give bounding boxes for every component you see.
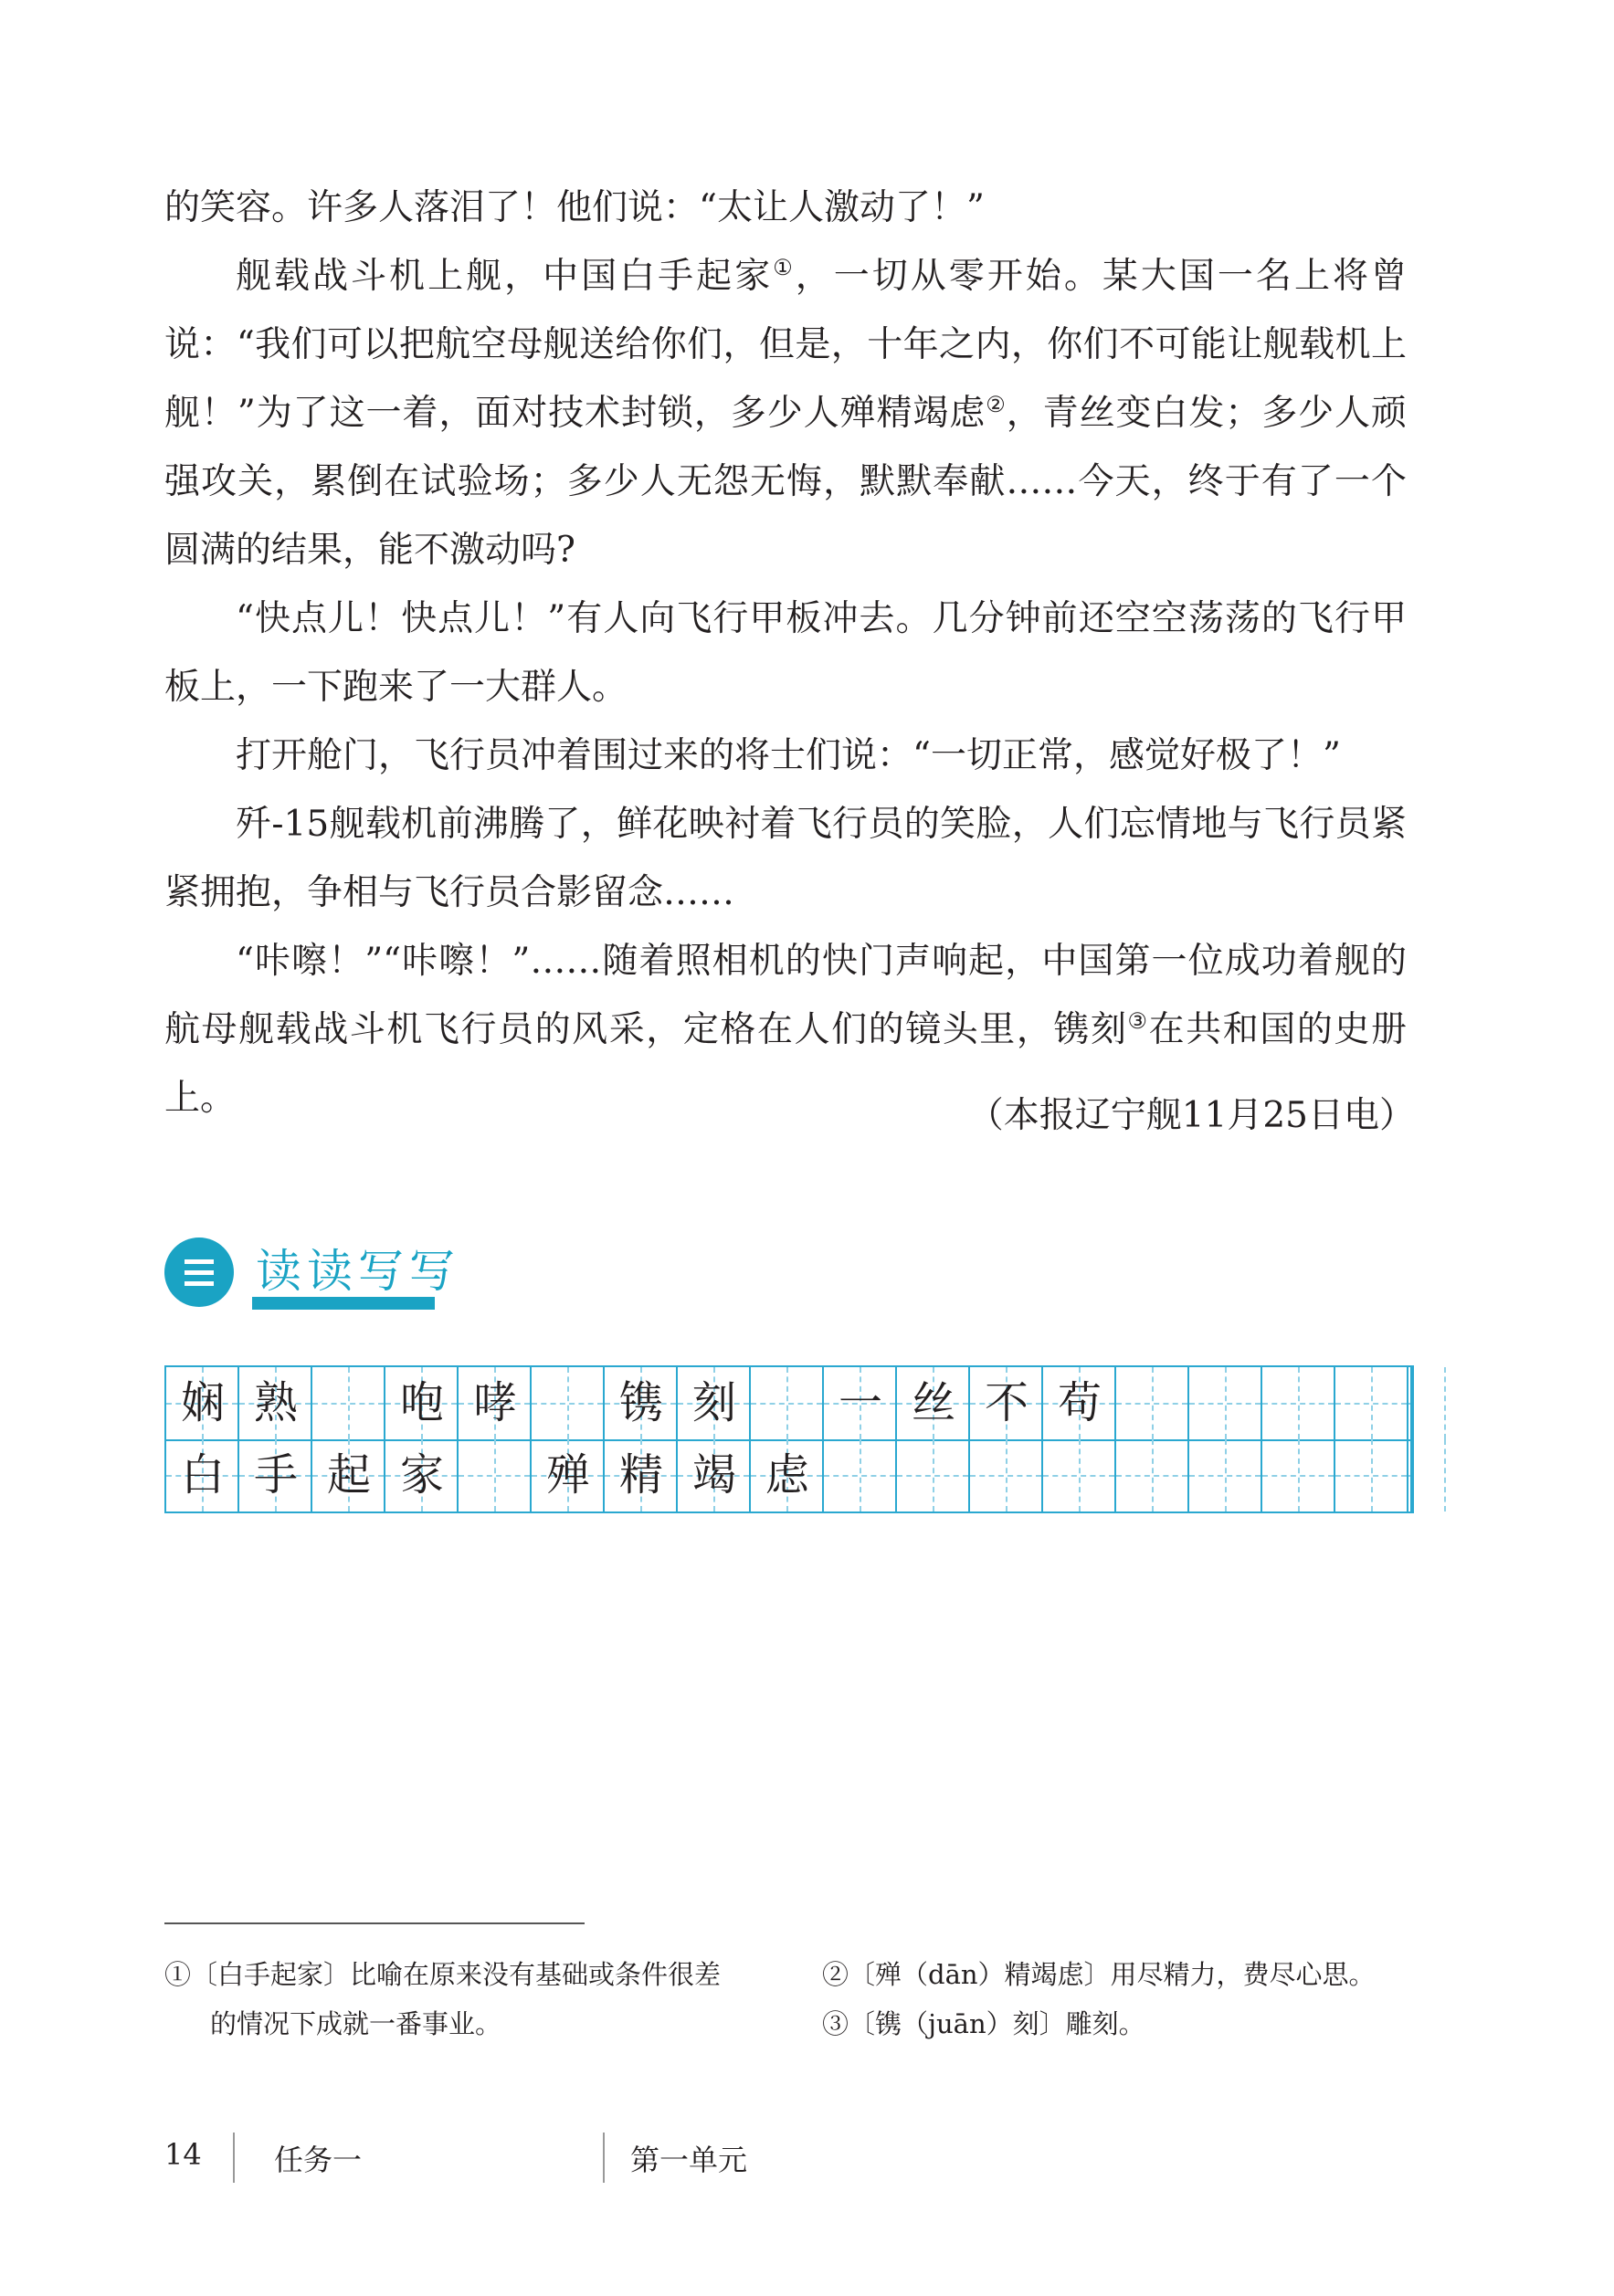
grid-row bbox=[166, 1367, 1412, 1441]
footnote-mark: ② bbox=[986, 392, 1007, 417]
text: “咔嚓！”“咔嚓！”……随着照相机的快门声响起，中国第一位成功着舰的航母舰载战斗机飞行员的风采，定格在人们的镜头里，镌刻 bbox=[164, 941, 1407, 1050]
three-lines-icon bbox=[164, 1238, 234, 1307]
grid-character bbox=[1116, 1439, 1189, 1511]
grid-character bbox=[1262, 1367, 1335, 1439]
grid-cell bbox=[166, 1439, 239, 1511]
grid-character bbox=[751, 1367, 824, 1439]
writing-grid bbox=[164, 1365, 1414, 1513]
grid-cell bbox=[678, 1367, 751, 1439]
text: 在共和国的史册上。 bbox=[164, 1009, 1407, 1119]
grid-character: 哮 bbox=[472, 1377, 517, 1428]
footnote-column bbox=[822, 1950, 1461, 2048]
text: ，青丝变白发；多少人顽强攻关，累倒在试验场；多少人无怨无悔，默默奉献……今天，终于有了一个圆满的结果，能不激动吗? bbox=[164, 393, 1407, 571]
page-number: 14 bbox=[164, 2137, 202, 2172]
grid-cell bbox=[605, 1367, 678, 1439]
grid-character: 竭 bbox=[691, 1449, 736, 1501]
grid-cell bbox=[385, 1367, 459, 1439]
paragraph: 打开舱门，飞行员冲着围过来的将士们说：“一切正常，感觉好极了！” bbox=[236, 735, 1341, 776]
grid-character: 熟 bbox=[253, 1377, 298, 1428]
grid-cell bbox=[312, 1439, 385, 1511]
text: 舰载战斗机上舰，中国白手起家 bbox=[236, 256, 774, 297]
grid-cell bbox=[459, 1439, 532, 1511]
grid-cell bbox=[1189, 1367, 1262, 1439]
grid-character: 精 bbox=[618, 1449, 663, 1501]
grid-character: 白 bbox=[180, 1449, 225, 1501]
grid-cell bbox=[166, 1367, 239, 1439]
grid-character bbox=[970, 1439, 1043, 1511]
grid-character bbox=[897, 1439, 970, 1511]
grid-cell bbox=[1043, 1439, 1116, 1511]
grid-cell bbox=[751, 1367, 824, 1439]
grid-character: 丝 bbox=[911, 1377, 955, 1428]
grid-cell bbox=[824, 1439, 897, 1511]
grid-row bbox=[166, 1439, 1412, 1511]
grid-cell bbox=[459, 1367, 532, 1439]
footnote-mark: ③ bbox=[1127, 1008, 1149, 1034]
dateline: （本报辽宁舰11月25日电） bbox=[967, 1095, 1415, 1136]
grid-character bbox=[459, 1439, 532, 1511]
grid-cell bbox=[532, 1367, 605, 1439]
grid-cell bbox=[1262, 1439, 1335, 1511]
grid-cell bbox=[970, 1439, 1043, 1511]
grid-cell bbox=[897, 1367, 970, 1439]
grid-cell bbox=[385, 1439, 459, 1511]
paragraph: 歼-15舰载机前沸腾了，鲜花映衬着飞行员的笑脸，人们忘情地与飞行员紧紧拥抱，争相与飞行员合影留念…… bbox=[164, 804, 1407, 913]
article-body bbox=[164, 174, 1407, 1132]
grid-character: 一 bbox=[838, 1377, 882, 1428]
grid-character: 手 bbox=[253, 1449, 298, 1501]
divider bbox=[233, 2133, 235, 2183]
grid-character: 苟 bbox=[1057, 1377, 1102, 1428]
grid-character bbox=[312, 1367, 385, 1439]
grid-cell bbox=[1116, 1439, 1189, 1511]
grid-cell bbox=[1116, 1367, 1189, 1439]
grid-cell bbox=[1335, 1367, 1408, 1439]
footnote-1-cont: 的情况下成就一番事业。 bbox=[210, 2008, 502, 2039]
task-label: 任务一 bbox=[274, 2143, 363, 2177]
grid-cell bbox=[532, 1439, 605, 1511]
grid-cell bbox=[239, 1439, 312, 1511]
footnote-column bbox=[164, 1950, 786, 2048]
grid-cell bbox=[1408, 1439, 1412, 1511]
grid-character: 虑 bbox=[765, 1449, 809, 1501]
grid-cell bbox=[1262, 1367, 1335, 1439]
grid-character bbox=[1408, 1367, 1482, 1439]
footnote-mark: ① bbox=[773, 255, 796, 280]
grid-cell bbox=[1408, 1367, 1412, 1439]
grid-character bbox=[1189, 1439, 1262, 1511]
paragraph bbox=[164, 242, 1407, 585]
grid-cell bbox=[1043, 1367, 1116, 1439]
grid-character bbox=[1116, 1367, 1189, 1439]
grid-character: 不 bbox=[984, 1377, 1029, 1428]
grid-cell bbox=[1189, 1439, 1262, 1511]
grid-character: 殚 bbox=[545, 1449, 590, 1501]
grid-character bbox=[1262, 1439, 1335, 1511]
grid-character: 镌 bbox=[618, 1377, 663, 1428]
grid-cell bbox=[1335, 1439, 1408, 1511]
unit-label: 第一单元 bbox=[630, 2143, 748, 2177]
section-title: 读读写写 bbox=[256, 1245, 460, 1298]
grid-character: 咆 bbox=[399, 1377, 444, 1428]
grid-character bbox=[1335, 1367, 1408, 1439]
grid-character: 刻 bbox=[691, 1377, 736, 1428]
text: ，一切从零开始。某大国一名上将曾说：“我们可以把航空母舰送给你们，但是，十年之内，你们不可能让舰载机上舰！”为了这一着，面对技术封锁，多少人殚精竭虑 bbox=[164, 256, 1407, 434]
grid-character bbox=[1335, 1439, 1408, 1511]
grid-character: 家 bbox=[399, 1449, 444, 1501]
grid-character bbox=[1043, 1439, 1116, 1511]
footnote-divider bbox=[164, 1922, 585, 1924]
grid-cell bbox=[239, 1367, 312, 1439]
grid-cell bbox=[678, 1439, 751, 1511]
grid-cell bbox=[751, 1439, 824, 1511]
grid-cell bbox=[824, 1367, 897, 1439]
grid-character bbox=[824, 1439, 897, 1511]
grid-cell bbox=[897, 1439, 970, 1511]
paragraph: 的笑容。许多人落泪了！他们说：“太让人激动了！” bbox=[164, 187, 985, 228]
grid-character bbox=[1408, 1439, 1482, 1511]
paragraph: “快点儿！快点儿！”有人向飞行甲板冲去。几分钟前还空空荡荡的飞行甲板上，一下跑来了一大群人。 bbox=[164, 598, 1407, 708]
divider bbox=[603, 2133, 605, 2183]
grid-cell bbox=[312, 1367, 385, 1439]
footnote-3: ③〔镌（juān）刻〕雕刻。 bbox=[822, 2008, 1145, 2039]
grid-character: 娴 bbox=[180, 1377, 225, 1428]
footnote-1: ①〔白手起家〕比喻在原来没有基础或条件很差 bbox=[164, 1959, 722, 1990]
grid-character bbox=[1189, 1367, 1262, 1439]
grid-cell bbox=[605, 1439, 678, 1511]
footnote-2: ②〔殚（dān）精竭虑〕用尽精力，费尽心思。 bbox=[822, 1959, 1376, 1990]
grid-character: 起 bbox=[326, 1449, 371, 1501]
grid-cell bbox=[970, 1367, 1043, 1439]
grid-character bbox=[532, 1367, 605, 1439]
